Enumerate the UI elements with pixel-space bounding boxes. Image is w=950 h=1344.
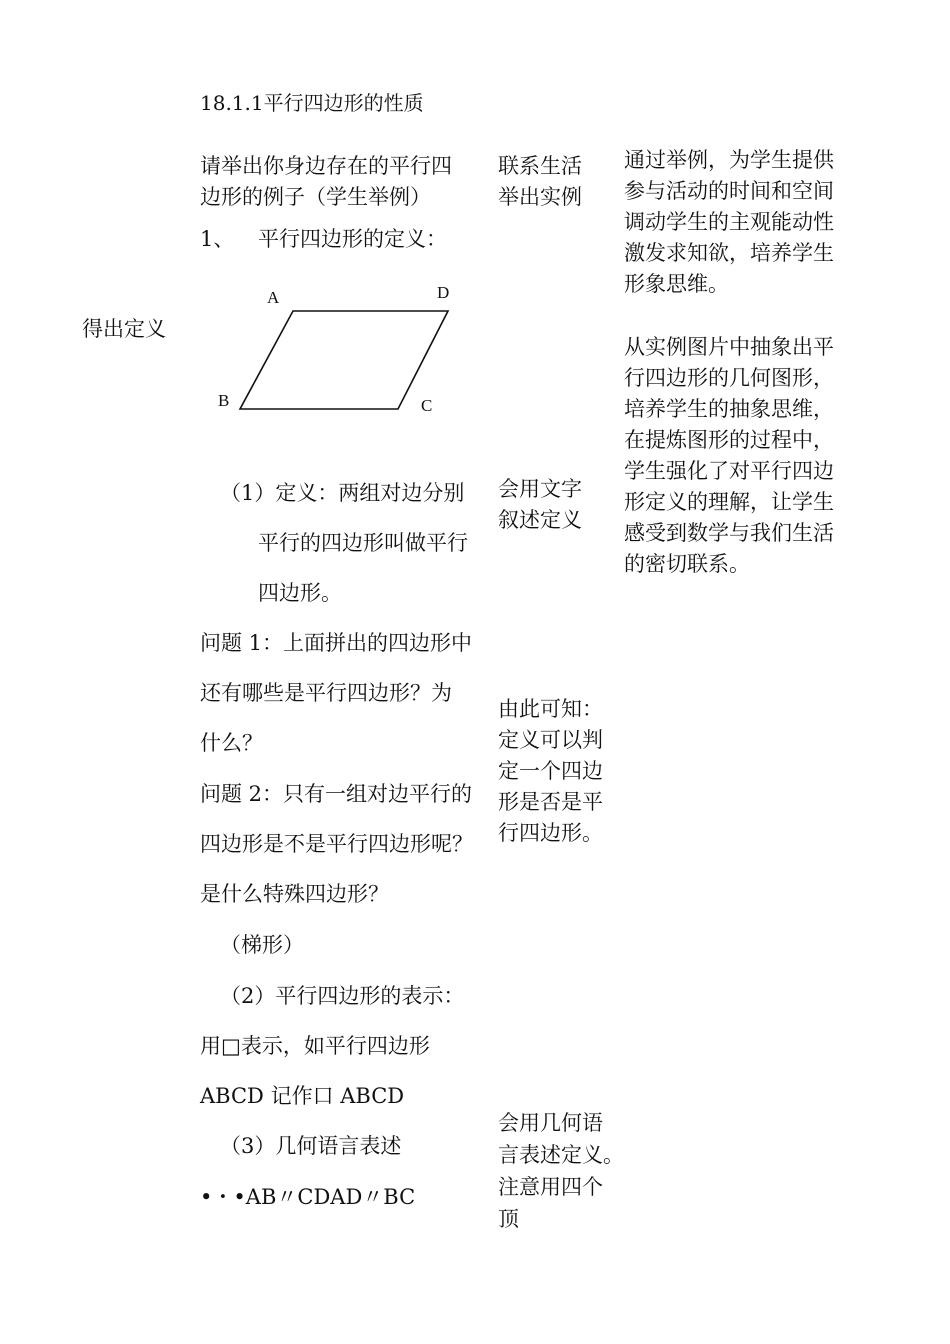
question2-line-1: 问题 2：只有一组对边平行的 [200, 782, 473, 806]
definition-line-2: 平行的四边形叫做平行 [258, 531, 468, 555]
intent1-line-2: 参与活动的时间和空间 [624, 179, 834, 203]
intent2-line-4: 在提炼图形的过程中， [624, 428, 834, 452]
definition-line-3: 四边形。 [258, 581, 342, 605]
activity1-line-1: 联系生活 [498, 154, 582, 178]
parallelogram-shape [240, 311, 448, 409]
intent2-line-2: 行四边形的几何图形， [624, 366, 834, 390]
geo-title: （3）几何语言表述 [220, 1134, 402, 1158]
intent2-line-6: 形定义的理解，让学生 [624, 490, 834, 514]
intent2-line-3: 培养学生的抽象思维， [624, 397, 834, 421]
activity3-line-2: 定义可以判 [498, 728, 603, 752]
activity3-line-5: 行四边形。 [498, 821, 603, 845]
question1-line-2: 还有哪些是平行四边形？为 [200, 681, 452, 705]
intent1-line-1: 通过举例，为学生提供 [624, 148, 834, 172]
activity2-line-2: 叙述定义 [498, 508, 582, 532]
activity3-line-1: 由此可知： [498, 697, 603, 721]
vertex-d-label: D [437, 283, 450, 302]
section1-title: 平行四边形的定义： [258, 227, 447, 251]
intent2-line-8: 的密切联系。 [624, 552, 750, 576]
notation-line-1: 用□表示，如平行四边形 [200, 1034, 430, 1058]
intent2-line-7: 感受到数学与我们生活 [624, 521, 834, 545]
page-title: 18.1.1平行四边形的性质 [200, 91, 424, 115]
activity4-line-1: 会用几何语 [498, 1111, 603, 1135]
question1-line-1: 问题 1：上面拼出的四边形中 [200, 631, 473, 655]
question2-line-3: 是什么特殊四边形？ [200, 882, 389, 906]
question2-line-2: 四边形是不是平行四边形呢？ [200, 832, 473, 856]
activity4-line-3: 注意用四个 [498, 1175, 603, 1199]
vertex-a-label: A [267, 288, 280, 307]
intent1-line-5: 形象思维。 [624, 272, 729, 296]
section1-number: 1、 [200, 227, 235, 251]
vertex-b-label: B [218, 391, 230, 410]
intent1-line-3: 调动学生的主观能动性 [624, 210, 834, 234]
activity3-line-4: 形是否是平 [498, 790, 603, 814]
definition-line-1: （1）定义：两组对边分别 [220, 481, 465, 505]
intent2-line-1: 从实例图片中抽象出平 [624, 335, 834, 359]
vertex-c-label: C [421, 396, 433, 415]
activity2-line-1: 会用文字 [498, 477, 582, 501]
geo-statement: •・•AB〃CDAD〃BC [200, 1185, 416, 1209]
parallelogram-figure [205, 280, 465, 424]
activity4-line-2: 言表述定义。 [498, 1143, 624, 1167]
intro-line-1: 请举出你身边存在的平行四 [200, 154, 452, 178]
activity3-line-3: 定一个四边 [498, 759, 603, 783]
notation-line-2: ABCD 记作口 ABCD [200, 1084, 405, 1108]
intro-line-2: 边形的例子（学生举例） [200, 185, 431, 209]
activity1-line-2: 举出实例 [498, 185, 582, 209]
activity4-line-4: 顶 [498, 1207, 519, 1231]
answer2: （梯形） [220, 933, 304, 957]
intent1-line-4: 激发求知欲，培养学生 [624, 241, 834, 265]
question1-line-3: 什么？ [200, 731, 263, 755]
intent2-line-5: 学生强化了对平行四边 [624, 459, 834, 483]
activity-label: 得出定义 [82, 317, 166, 341]
notation-title: （2）平行四边形的表示： [220, 984, 465, 1008]
